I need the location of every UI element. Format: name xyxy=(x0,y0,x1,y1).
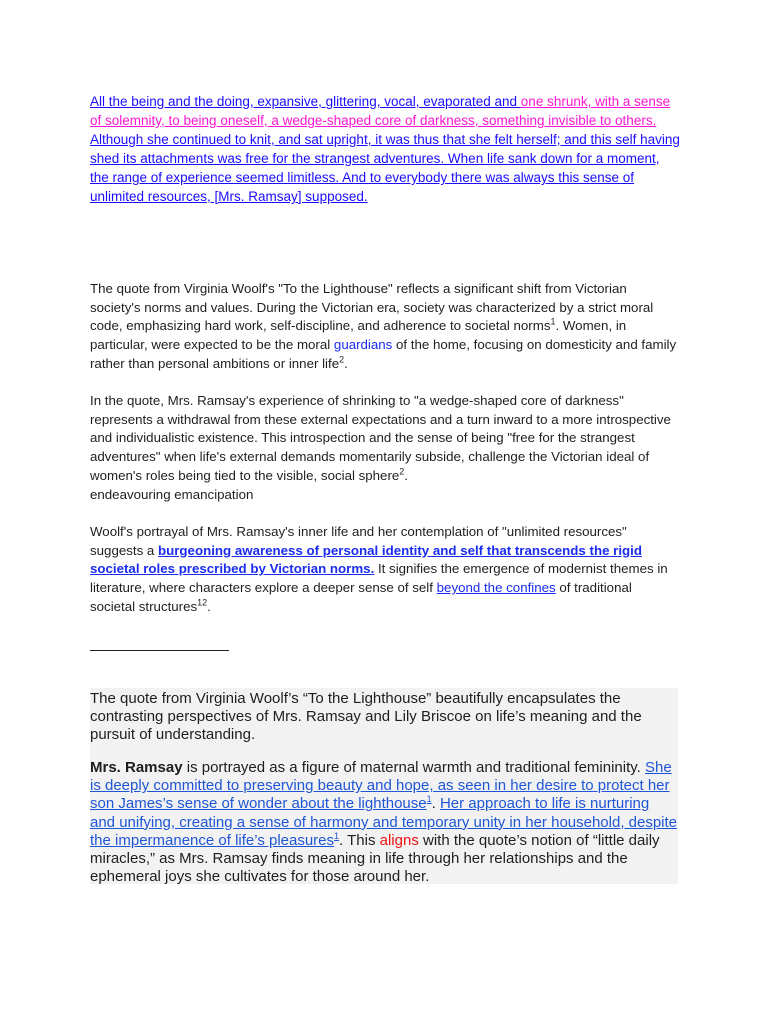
footnote-ref[interactable]: 1 xyxy=(334,830,340,841)
footnote-ref: 2 xyxy=(339,354,345,365)
footnote-ref[interactable]: 1 xyxy=(426,794,432,805)
footnote-ref: 1 xyxy=(550,316,556,327)
quote-link-part-2[interactable]: Although she continued to knit, and sat upright, it was thus that she felt herself; and this self having shed its attachments was free for the strangest adventures. When life sank down for a moment, the range of experience seemed limitless. And to everybody there was always this sense of unlimited resources, [Mrs. Ramsay] supposed. xyxy=(90,132,680,204)
gray-intro-paragraph: The quote from Virginia Woolf’s “To the Lighthouse” beautifully encapsulates the contrasting perspectives of Mrs. Ramsay and Lily Briscoe on life’s meaning and the pursuit of understanding. xyxy=(90,690,642,744)
gray-ramsay-paragraph: Mrs. Ramsay is portrayed as a figure of maternal warmth and traditional femininity. She is deeply committed to preserving beauty and hope, as seen in her desire to protect her son James’s sense of wonder about the lighthouse$^1$. Her approach to life is nurturing and unifying, creating a sense of harmony and temporary unity in her household, despite the impermanence of life’s pleasures$^1$. This aligns with the quote’s notion of “little daily miracles,” as Mrs. Ramsay finds meaning in life through her relationships and the ephemeral joys she cultivates for those around her. xyxy=(90,759,678,886)
link-preserving-beauty[interactable]: She is deeply committed to preserving beauty and hope, as seen in her desire to protect her son James’s sense of wonder about the lighthouse xyxy=(90,759,672,813)
link-nurturing-approach[interactable]: Her approach to life is nurturing and unifying, creating a sense of harmony and temporary unity in her household, despite the impermanence of life’s pleasures xyxy=(90,795,678,849)
highlight-aligns: aligns xyxy=(379,831,419,849)
highlight-guardians: guardians xyxy=(333,337,393,353)
paragraph-victorian-norms: The quote from Virginia Woolf's "To the Lighthouse" reflects a significant shift from Victorian society's norms and values. During the Victorian era, society was characterized by a strict moral code, emphasizing hard work, self-discipline, and adherence to societal norms$^1$. Women, in particular, were expected to be the moral guardians of the home, focusing on domesticity and family rather than personal ambitions or inner life$^2$. xyxy=(90,281,677,371)
margin-note: endeavouring emancipation xyxy=(90,486,254,502)
footnote-ref: 2 xyxy=(399,466,405,477)
footnote-ref: 12 xyxy=(197,597,208,608)
highlighted-quote xyxy=(90,92,680,206)
paragraph-modernist-themes: Woolf's portrayal of Mrs. Ramsay's inner life and her contemplation of "unlimited resources" suggests a burgeoning awareness of personal identity and self that transcends the rigid societal roles prescribed by Victorian norms. It signifies the emergence of modernist themes in literature, where characters explore a deeper sense of self beyond the confines of traditional societal structures$^{12}$. xyxy=(90,524,668,614)
link-beyond-confines[interactable]: beyond the confines xyxy=(436,580,556,596)
paragraph-withdrawal: In the quote, Mrs. Ramsay's experience of shrinking to "a wedge-shaped core of darkness" represents a withdrawal from these external expectations and a turn inward to a more introspective and individualistic existence. This introspection and the sense of being "free for the strangest adventures" when life's external demands momentarily subside, challenge the Victorian ideal of women's roles being tied to the visible, social sphere$^2$. endeavouring emancipation xyxy=(90,392,680,504)
quote-highlight-pink[interactable]: one shrunk, with a sense of solemnity, to being oneself, a wedge-shaped core of darkness, something invisible to others. xyxy=(90,94,671,128)
quote-link-part-1[interactable]: All the being and the doing, expansive, glittering, vocal, evaporated and xyxy=(90,94,521,109)
section-divider xyxy=(90,650,229,651)
name-mrs-ramsay: Mrs. Ramsay xyxy=(90,759,183,776)
bold-link-identity[interactable]: burgeoning awareness of personal identity and self that transcends the rigid societal roles prescribed by Victorian norms. xyxy=(90,542,642,577)
